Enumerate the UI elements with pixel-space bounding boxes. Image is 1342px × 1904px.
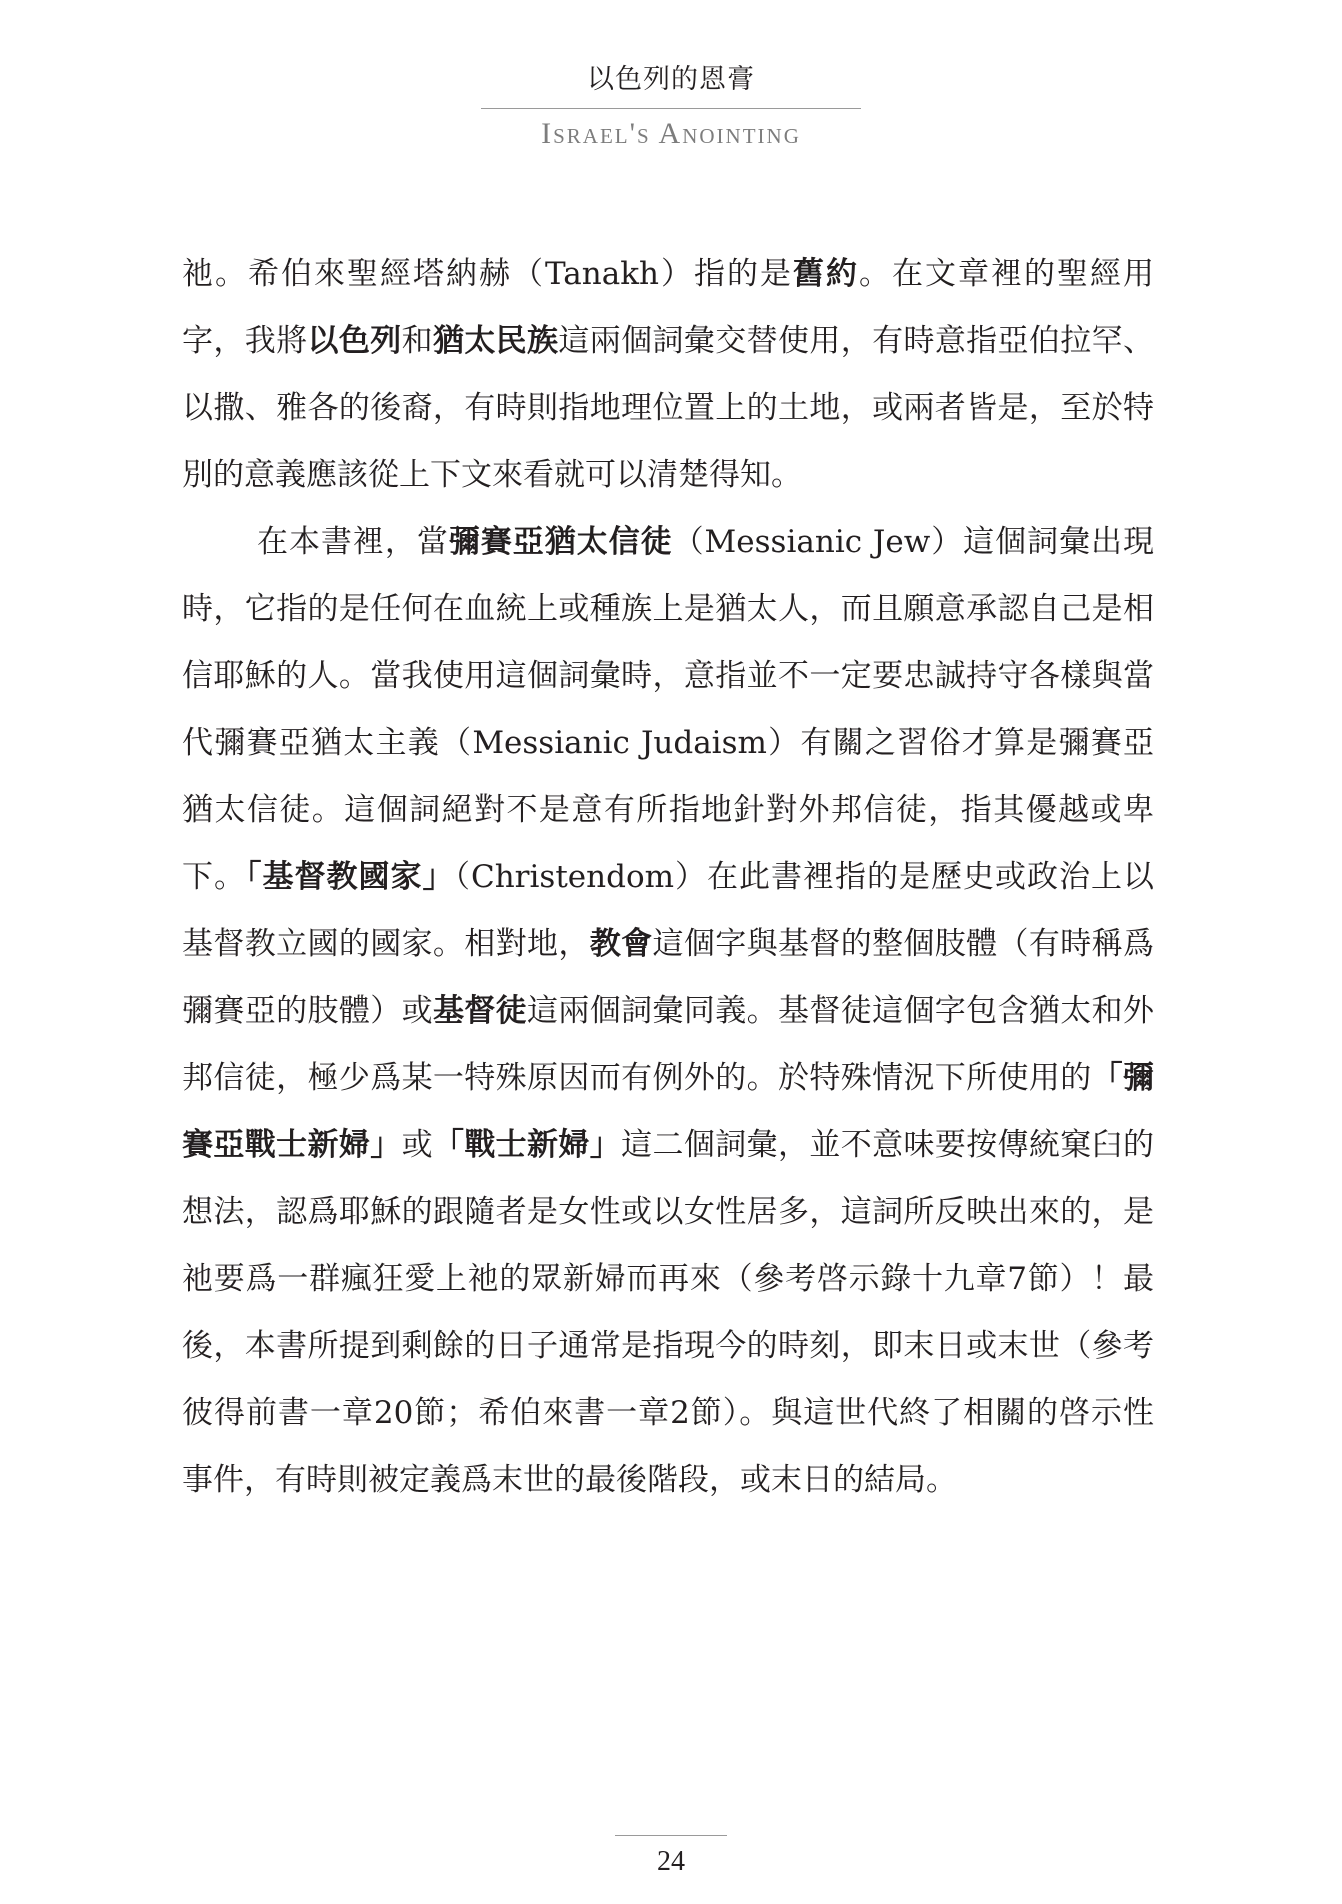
page-footer [0, 1835, 1342, 1878]
text-segment: （Christendom）在此書裡指的是歷史或政治上以基督教立國的國家。相對地， [182, 859, 1154, 962]
text-segment: （Messianic Jew）這個詞彙出現時，它指的是任何在血統上或種族上是猶太人，而且願意承認自己是相信耶穌的人。當我使用這個詞彙時，意指並不一定要忠誠持守各樣與當代彌賽亞猶太主義（Messianic Judaism）有關之習俗才算是彌賽亞猶太信徒。這個詞絕對不是意有所指地針對外邦信徒，指其優越或卑下。 [182, 524, 1155, 895]
text-segment: 或 [401, 1127, 433, 1163]
text-segment: 這兩個詞彙交替使用，有時意指亞伯拉罕、以撒、雅各的後裔，有時則指地理位置上的土地，或兩者皆是，至於特別的意義應該從上下文來看就可以清楚得知。 [182, 323, 1155, 493]
page-number: 24 [657, 1846, 685, 1877]
text-segment: 這個字與基督的整個肢體（有時稱爲彌賽亞的肢體）或 [182, 926, 1154, 1029]
bold-term: 「彌賽亞戰士新婦」 [182, 1060, 1155, 1163]
bold-term: 舊約 [792, 256, 859, 292]
bold-term: 教會 [589, 926, 653, 962]
bold-term: 彌賽亞猶太信徒 [448, 524, 673, 560]
text-segment: 。在文章裡的聖經用字，我將 [182, 256, 1155, 359]
paragraph-2 [182, 509, 1154, 1514]
paragraph-1 [182, 241, 1154, 509]
text-segment: 在本書裡，當 [257, 524, 449, 560]
body-text [182, 241, 1154, 1514]
bold-term: 基督徒 [432, 993, 528, 1029]
text-segment: 這兩個詞彙同義。基督徒這個字包含猶太和外邦信徒，極少爲某一特殊原因而有例外的。於特殊情況下所使用的 [182, 993, 1155, 1096]
book-subtitle: Israel's Anointing [541, 117, 801, 150]
header-divider [481, 108, 861, 109]
bold-term: 「戰士新婦」 [432, 1127, 622, 1163]
bold-term: 以色列 [307, 323, 402, 359]
bold-term: 「基督教國家」 [246, 859, 455, 895]
running-header [0, 60, 1342, 153]
text-segment: 祂。希伯來聖經塔納赫（Tanakh）指的是 [182, 256, 793, 292]
text-segment: 和 [401, 323, 433, 359]
footer-divider [615, 1835, 727, 1836]
book-title: 以色列的恩膏 [587, 64, 755, 95]
text-segment: 這二個詞彙，並不意味要按傳統窠臼的想法，認爲耶穌的跟隨者是女性或以女性居多，這詞所反映出來的，是祂要爲一群瘋狂愛上祂的眾新婦而再來（參考啓示錄十九章7節）！最後，本書所提到剩餘的日子通常是指現今的時刻，即末日或末世（參考彼得前書一章20節；希伯來書一章2節）。與這世代終了相關的啓示性事件，有時則被定義爲末世的最後階段，或末日的結局。 [182, 1127, 1155, 1498]
bold-term: 猶太民族 [432, 323, 559, 359]
